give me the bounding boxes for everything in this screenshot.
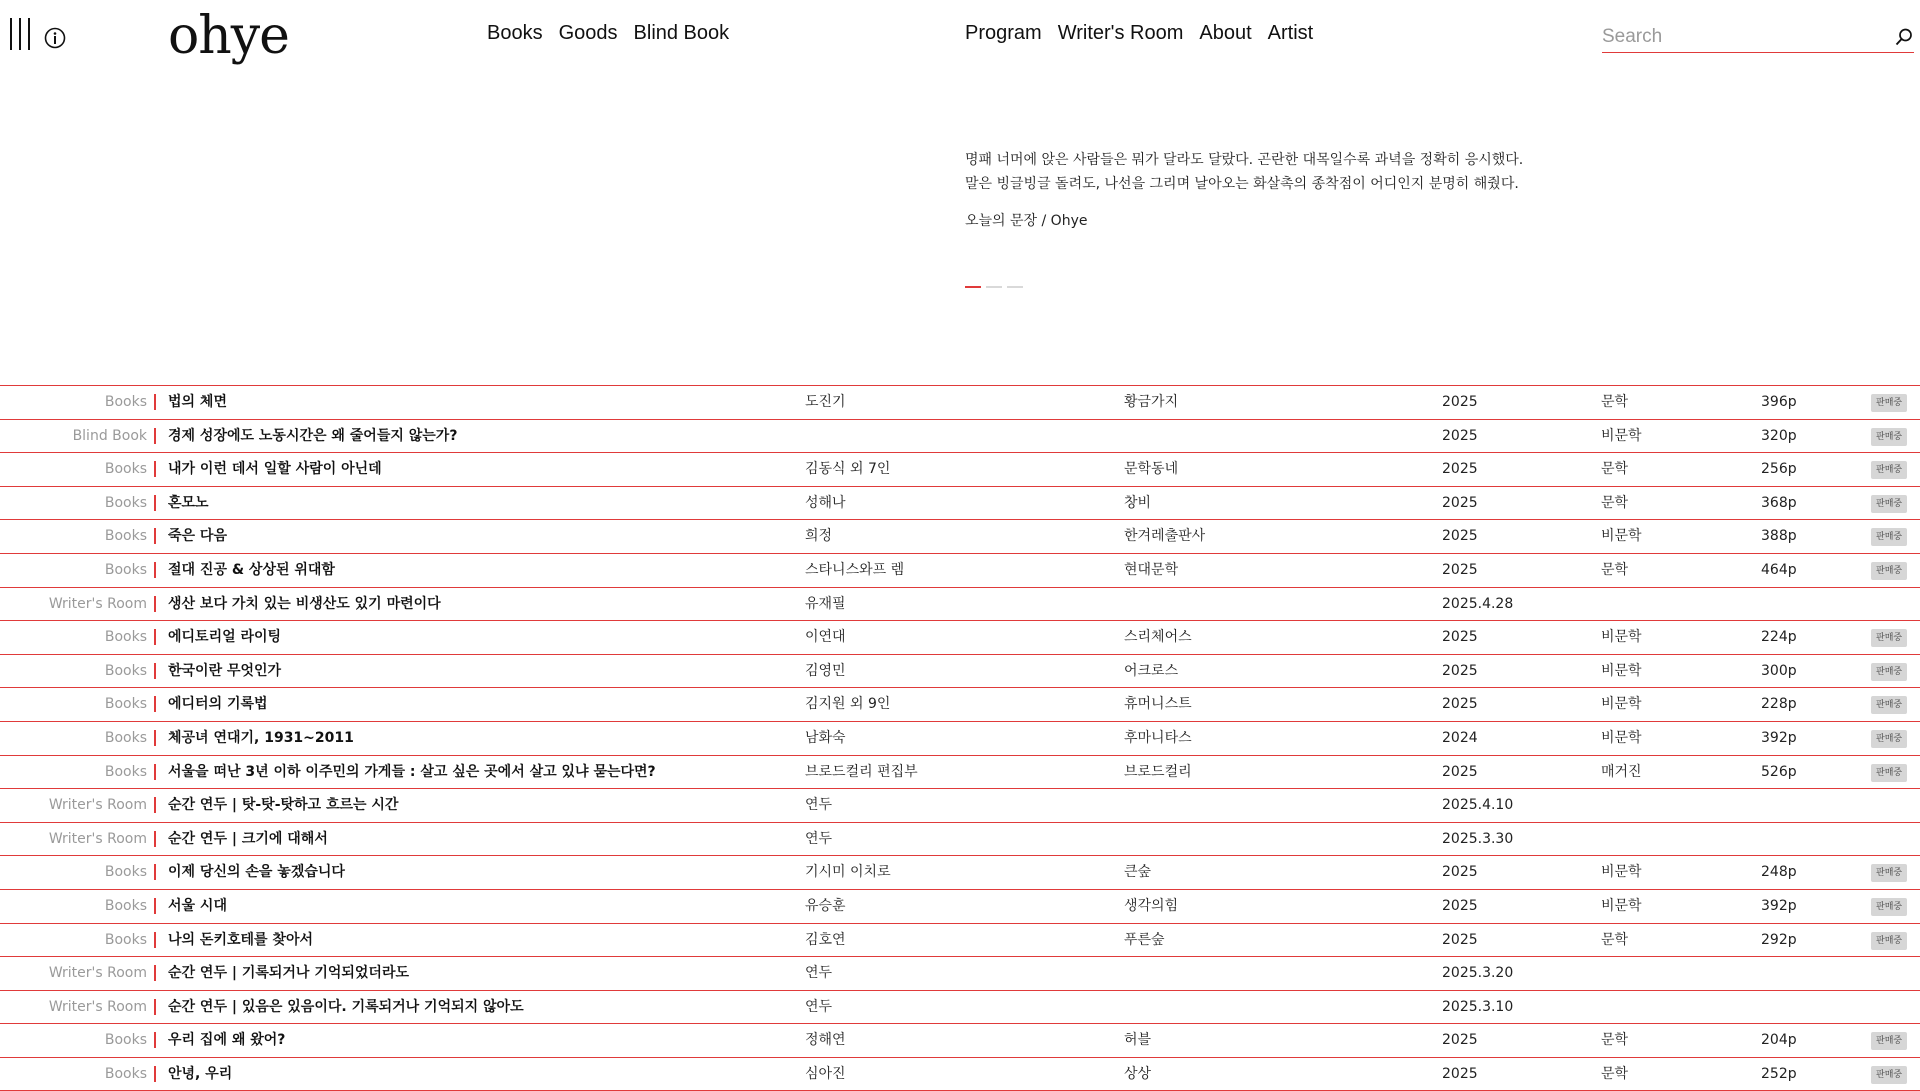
item-category[interactable]: Books <box>105 663 156 679</box>
item-author: 연두 <box>805 965 833 982</box>
item-status-badge[interactable]: 판매중 <box>1871 629 1907 647</box>
item-pages: 204p <box>1761 1032 1797 1049</box>
list-item[interactable] <box>0 788 1920 822</box>
list-item[interactable] <box>0 654 1920 688</box>
item-title[interactable]: 혼모노 <box>168 494 209 511</box>
item-category[interactable]: Writer's Room <box>49 999 156 1015</box>
slide-indicator <box>965 286 1023 288</box>
item-status-badge[interactable]: 판매중 <box>1871 461 1907 479</box>
nav-program[interactable]: Program <box>965 22 1042 44</box>
item-author: 도진기 <box>805 394 846 410</box>
item-publisher: 휴머니스트 <box>1124 696 1192 713</box>
nav-artist[interactable]: Artist <box>1267 22 1314 44</box>
item-author: 스타니스와프 렘 <box>805 561 905 578</box>
list-item[interactable] <box>0 419 1920 453</box>
item-title[interactable]: 에디토리얼 라이팅 <box>168 629 282 646</box>
item-genre: 비문학 <box>1601 864 1642 881</box>
menu-bars-icon[interactable] <box>10 18 32 50</box>
item-publisher: 창비 <box>1124 494 1152 511</box>
quote-source: 오늘의 문장 / Ohye <box>965 213 1088 229</box>
item-genre: 비문학 <box>1601 897 1642 914</box>
item-category[interactable]: Books <box>105 864 156 880</box>
item-publisher: 상상 <box>1124 1065 1152 1082</box>
item-status-badge[interactable]: 판매중 <box>1871 562 1907 580</box>
item-publisher: 한겨레출판사 <box>1124 528 1206 545</box>
search-icon[interactable] <box>1894 27 1914 47</box>
slide-dot-3[interactable] <box>1007 286 1023 288</box>
item-publisher: 큰숲 <box>1124 864 1152 881</box>
list-item[interactable] <box>0 385 1920 419</box>
item-status-badge[interactable]: 판매중 <box>1871 696 1907 714</box>
item-year: 2025 <box>1442 528 1478 545</box>
item-title[interactable]: 이제 당신의 손을 놓겠습니다 <box>168 864 345 881</box>
slide-dot-2[interactable] <box>986 286 1002 288</box>
item-publisher: 현대문학 <box>1124 561 1179 578</box>
list-item[interactable] <box>0 687 1920 721</box>
item-pages: 396p <box>1761 394 1797 410</box>
nav-left <box>487 22 729 45</box>
item-category[interactable]: Books <box>105 898 156 914</box>
item-year: 2025.4.28 <box>1442 595 1514 612</box>
item-title[interactable]: 서울 시대 <box>168 897 227 914</box>
item-category[interactable]: Writer's Room <box>49 596 156 612</box>
item-author: 김지원 외 9인 <box>805 696 891 713</box>
item-year: 2025.3.20 <box>1442 965 1514 982</box>
site-header <box>0 0 1920 80</box>
item-author: 연두 <box>805 830 833 847</box>
item-category[interactable]: Writer's Room <box>49 797 156 813</box>
item-genre: 비문학 <box>1601 629 1642 646</box>
item-year: 2025 <box>1442 629 1478 646</box>
item-genre: 문학 <box>1601 494 1629 511</box>
item-author: 김동식 외 7인 <box>805 461 891 478</box>
item-year: 2025.3.30 <box>1442 830 1514 847</box>
item-status-badge[interactable]: 판매중 <box>1871 764 1907 782</box>
item-category[interactable]: Books <box>105 1066 156 1082</box>
item-pages: 320p <box>1761 427 1797 444</box>
item-status-badge[interactable]: 판매중 <box>1871 394 1907 412</box>
item-publisher: 브로드컬리 <box>1124 763 1192 780</box>
item-title[interactable]: 나의 돈키호테를 찾아서 <box>168 931 313 948</box>
item-year: 2025 <box>1442 461 1478 478</box>
item-genre: 비문학 <box>1601 528 1642 545</box>
item-status-badge[interactable]: 판매중 <box>1871 932 1907 950</box>
info-icon[interactable] <box>44 27 66 49</box>
item-author: 유재필 <box>805 595 846 612</box>
item-year: 2025 <box>1442 696 1478 713</box>
item-year: 2025 <box>1442 494 1478 511</box>
item-genre: 비문학 <box>1601 696 1642 713</box>
item-author: 연두 <box>805 797 833 814</box>
item-category[interactable]: Books <box>105 1032 156 1048</box>
item-category[interactable]: Books <box>105 562 156 578</box>
item-publisher: 허블 <box>1124 1032 1152 1049</box>
item-genre: 문학 <box>1601 1032 1629 1049</box>
item-title[interactable]: 안녕, 우리 <box>168 1065 233 1082</box>
item-pages: 526p <box>1761 763 1797 780</box>
item-year: 2025 <box>1442 662 1478 679</box>
nav-blind-book[interactable]: Blind Book <box>633 22 730 44</box>
item-category[interactable]: Writer's Room <box>49 965 156 981</box>
list-item[interactable] <box>0 721 1920 755</box>
item-title[interactable]: 서울을 떠난 3년 이하 이주민의 가게들 : 살고 싶은 곳에서 살고 있냐 묻는다면? <box>168 763 656 780</box>
list-item[interactable] <box>0 923 1920 957</box>
item-year: 2024 <box>1442 729 1478 746</box>
item-status-badge[interactable]: 판매중 <box>1871 428 1907 446</box>
item-publisher: 푸른숲 <box>1124 931 1165 948</box>
item-title[interactable]: 우리 집에 왜 왔어? <box>168 1032 286 1049</box>
list-item[interactable] <box>0 755 1920 789</box>
item-category[interactable]: Blind Book <box>73 428 156 444</box>
item-genre: 문학 <box>1601 561 1629 578</box>
item-publisher: 문학동네 <box>1124 461 1179 478</box>
item-pages: 292p <box>1761 931 1797 948</box>
item-author: 유승훈 <box>805 897 846 914</box>
item-author: 심아진 <box>805 1065 846 1082</box>
item-pages: 248p <box>1761 864 1797 881</box>
item-genre: 문학 <box>1601 931 1629 948</box>
item-author: 희정 <box>805 528 833 545</box>
list-item[interactable] <box>0 956 1920 990</box>
item-title[interactable]: 순간 연두 | 있음은 있음이다. 기록되거나 기억되지 않아도 <box>168 998 524 1015</box>
item-year: 2025 <box>1442 931 1478 948</box>
item-author: 정해연 <box>805 1032 846 1049</box>
item-pages: 392p <box>1761 897 1797 914</box>
item-category[interactable]: Books <box>105 730 156 746</box>
item-year: 2025.3.10 <box>1442 998 1514 1015</box>
item-author: 이연대 <box>805 629 846 646</box>
item-status-badge[interactable]: 판매중 <box>1871 663 1907 681</box>
item-publisher: 어크로스 <box>1124 662 1179 679</box>
nav-books[interactable]: Books <box>487 22 543 44</box>
item-category[interactable]: Books <box>105 696 156 712</box>
nav-about[interactable]: About <box>1199 22 1252 44</box>
item-title[interactable]: 순간 연두 | 기록되거나 기억되었더라도 <box>168 965 409 982</box>
item-year: 2025 <box>1442 561 1478 578</box>
item-category[interactable]: Books <box>105 495 156 511</box>
item-title[interactable]: 죽은 다음 <box>168 528 227 545</box>
item-publisher: 생각의힘 <box>1124 897 1179 914</box>
list-item[interactable] <box>0 553 1920 587</box>
item-author: 기시미 이치로 <box>805 864 891 881</box>
item-genre: 비문학 <box>1601 427 1642 444</box>
list-item[interactable] <box>0 1023 1920 1057</box>
list-item[interactable] <box>0 822 1920 856</box>
item-pages: 256p <box>1761 461 1797 478</box>
list-item[interactable] <box>0 519 1920 553</box>
item-title[interactable]: 법의 체면 <box>168 394 227 410</box>
quote-text: 명패 너머에 앉은 사람들은 뭐가 달라도 달랐다. 곤란한 대목일수록 과녁을 정확히 응시했다. 말은 빙글빙글 돌려도, 나선을 그리며 날아오는 화살촉의 종착점이 어디인지 분명히 해줬다. <box>965 152 1524 192</box>
item-author: 성해나 <box>805 494 846 511</box>
item-author: 남화숙 <box>805 729 846 746</box>
item-year: 2025.4.10 <box>1442 797 1514 814</box>
item-year: 2025 <box>1442 394 1478 410</box>
item-title[interactable]: 생산 보다 가치 있는 비생산도 있기 마련이다 <box>168 595 441 612</box>
item-pages: 392p <box>1761 729 1797 746</box>
item-year: 2025 <box>1442 897 1478 914</box>
item-year: 2025 <box>1442 427 1478 444</box>
list-item[interactable] <box>0 990 1920 1024</box>
item-title[interactable]: 체공녀 연대기, 1931~2011 <box>168 729 354 746</box>
item-pages: 228p <box>1761 696 1797 713</box>
item-category[interactable]: Books <box>105 629 156 645</box>
list-item[interactable] <box>0 889 1920 923</box>
item-title[interactable]: 순간 연두 | 탓-탓-탓하고 흐르는 시간 <box>168 797 399 814</box>
item-genre: 비문학 <box>1601 729 1642 746</box>
item-publisher: 후마니타스 <box>1124 729 1192 746</box>
item-pages: 368p <box>1761 494 1797 511</box>
item-pages: 388p <box>1761 528 1797 545</box>
item-pages: 252p <box>1761 1065 1797 1082</box>
item-status-badge[interactable]: 판매중 <box>1871 528 1907 546</box>
item-title[interactable]: 한국이란 무엇인가 <box>168 662 282 679</box>
item-category[interactable]: Books <box>105 764 156 780</box>
search-bar <box>1602 24 1914 53</box>
item-pages: 224p <box>1761 629 1797 646</box>
nav-goods[interactable]: Goods <box>558 22 618 44</box>
item-year: 2025 <box>1442 1065 1478 1082</box>
item-author: 김호연 <box>805 931 846 948</box>
item-status-badge[interactable]: 판매중 <box>1871 1066 1907 1084</box>
item-year: 2025 <box>1442 763 1478 780</box>
search-input[interactable] <box>1602 24 1882 50</box>
item-category[interactable]: Books <box>105 932 156 948</box>
item-author: 브로드컬리 편집부 <box>805 763 918 780</box>
slide-dot-1[interactable] <box>965 286 981 288</box>
list-item[interactable] <box>0 620 1920 654</box>
item-genre: 비문학 <box>1601 662 1642 679</box>
nav-right <box>965 22 1313 45</box>
item-status-badge[interactable]: 판매중 <box>1871 864 1907 882</box>
item-title[interactable]: 내가 이런 데서 일할 사람이 아닌데 <box>168 461 382 478</box>
item-pages: 300p <box>1761 662 1797 679</box>
item-category[interactable]: Books <box>105 394 156 410</box>
item-genre: 문학 <box>1601 1065 1629 1082</box>
item-title[interactable]: 에디터의 기록법 <box>168 696 268 713</box>
item-status-badge[interactable]: 판매중 <box>1871 1032 1907 1050</box>
item-year: 2025 <box>1442 864 1478 881</box>
item-category[interactable]: Books <box>105 528 156 544</box>
item-status-badge[interactable]: 판매중 <box>1871 495 1907 513</box>
nav-writers-room[interactable]: Writer's Room <box>1057 22 1184 44</box>
list-item[interactable] <box>0 855 1920 889</box>
item-title[interactable]: 절대 진공 & 상상된 위대함 <box>168 561 335 578</box>
item-category[interactable]: Writer's Room <box>49 831 156 847</box>
list-item[interactable] <box>0 452 1920 486</box>
item-status-badge[interactable]: 판매중 <box>1871 730 1907 748</box>
item-author: 연두 <box>805 998 833 1015</box>
item-list <box>0 385 1920 1091</box>
item-status-badge[interactable]: 판매중 <box>1871 898 1907 916</box>
item-genre: 문학 <box>1601 461 1629 478</box>
item-title[interactable]: 순간 연두 | 크기에 대해서 <box>168 830 328 847</box>
item-category[interactable]: Books <box>105 461 156 477</box>
item-genre: 매거진 <box>1601 763 1642 780</box>
list-item[interactable] <box>0 587 1920 621</box>
item-publisher: 황금가지 <box>1124 394 1179 410</box>
list-item[interactable] <box>0 486 1920 520</box>
item-title[interactable]: 경제 성장에도 노동시간은 왜 줄어들지 않는가? <box>168 427 458 444</box>
item-publisher: 스리체어스 <box>1124 629 1192 646</box>
item-pages: 464p <box>1761 561 1797 578</box>
item-year: 2025 <box>1442 1032 1478 1049</box>
site-logo[interactable]: ohye <box>168 6 289 66</box>
item-author: 김영민 <box>805 662 846 679</box>
item-genre: 문학 <box>1601 394 1629 410</box>
list-item[interactable] <box>0 1057 1920 1091</box>
